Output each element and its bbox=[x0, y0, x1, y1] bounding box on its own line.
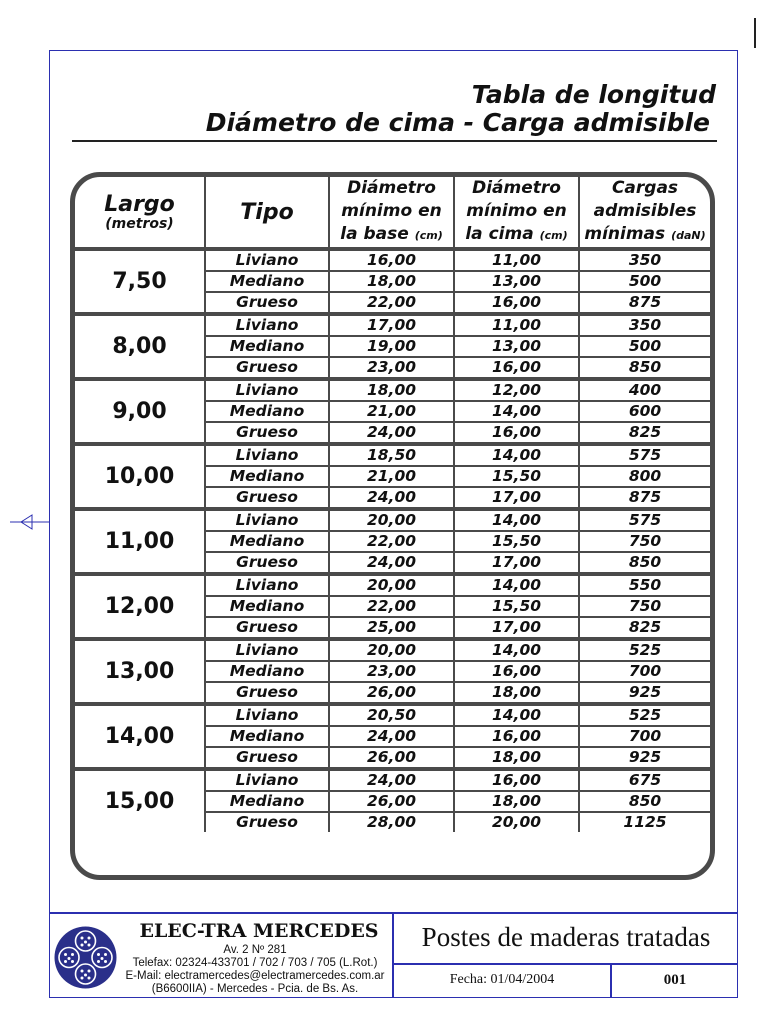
base-diameter-cell: 22,00 bbox=[329, 531, 454, 552]
header-base-line3: la base bbox=[340, 224, 409, 244]
load-cell: 350 bbox=[579, 314, 710, 336]
table-row bbox=[75, 249, 710, 271]
load-cell: 400 bbox=[579, 379, 710, 401]
table-row bbox=[75, 444, 710, 466]
table-header-row bbox=[75, 177, 710, 249]
table-row bbox=[75, 639, 710, 661]
table-row bbox=[75, 769, 710, 791]
tipo-cell: Liviano bbox=[205, 444, 329, 466]
tipo-cell: Mediano bbox=[205, 336, 329, 357]
top-diameter-cell: 14,00 bbox=[454, 444, 579, 466]
header-base-line1: Diámetro bbox=[347, 178, 436, 198]
load-cell: 925 bbox=[579, 747, 710, 769]
tipo-cell: Grueso bbox=[205, 747, 329, 769]
company-phone: Telefax: 02324-433701 / 702 / 703 / 705 (L.Rot.) bbox=[132, 957, 378, 969]
header-carga-unit: (daN) bbox=[671, 229, 706, 242]
base-diameter-cell: 18,50 bbox=[329, 444, 454, 466]
top-diameter-cell: 18,00 bbox=[454, 682, 579, 704]
tipo-cell: Liviano bbox=[205, 379, 329, 401]
tipo-cell: Grueso bbox=[205, 812, 329, 832]
top-diameter-cell: 14,00 bbox=[454, 704, 579, 726]
top-diameter-cell: 15,50 bbox=[454, 466, 579, 487]
top-diameter-cell: 18,00 bbox=[454, 747, 579, 769]
base-diameter-cell: 26,00 bbox=[329, 791, 454, 812]
load-cell: 850 bbox=[579, 357, 710, 379]
load-cell: 875 bbox=[579, 292, 710, 314]
load-cell: 525 bbox=[579, 639, 710, 661]
base-diameter-cell: 22,00 bbox=[329, 596, 454, 617]
load-cell: 825 bbox=[579, 422, 710, 444]
load-cell: 1125 bbox=[579, 812, 710, 832]
tipo-cell: Mediano bbox=[205, 401, 329, 422]
table-row bbox=[75, 379, 710, 401]
base-diameter-cell: 28,00 bbox=[329, 812, 454, 832]
tipo-cell: Grueso bbox=[205, 422, 329, 444]
top-diameter-cell: 14,00 bbox=[454, 509, 579, 531]
largo-cell: 11,00 bbox=[75, 509, 205, 574]
spec-table bbox=[75, 177, 710, 832]
base-diameter-cell: 24,00 bbox=[329, 422, 454, 444]
top-diameter-cell: 17,00 bbox=[454, 487, 579, 509]
tipo-cell: Grueso bbox=[205, 617, 329, 639]
header-carga-line2: admisibles bbox=[593, 201, 697, 221]
load-cell: 700 bbox=[579, 661, 710, 682]
base-diameter-cell: 19,00 bbox=[329, 336, 454, 357]
header-largo bbox=[75, 177, 205, 249]
load-cell: 550 bbox=[579, 574, 710, 596]
cable-cross-section-logo bbox=[53, 925, 118, 990]
load-cell: 750 bbox=[579, 531, 710, 552]
base-diameter-cell: 18,00 bbox=[329, 271, 454, 292]
top-diameter-cell: 16,00 bbox=[454, 357, 579, 379]
load-cell: 350 bbox=[579, 249, 710, 271]
load-cell: 500 bbox=[579, 336, 710, 357]
tipo-cell: Grueso bbox=[205, 552, 329, 574]
header-largo-unit: (metros) bbox=[105, 215, 174, 232]
base-diameter-cell: 24,00 bbox=[329, 726, 454, 747]
tipo-cell: Liviano bbox=[205, 639, 329, 661]
tipo-cell: Liviano bbox=[205, 509, 329, 531]
top-diameter-cell: 16,00 bbox=[454, 769, 579, 791]
tipo-cell: Liviano bbox=[205, 704, 329, 726]
top-diameter-cell: 12,00 bbox=[454, 379, 579, 401]
load-cell: 825 bbox=[579, 617, 710, 639]
header-carga-line3: mínimas bbox=[584, 224, 666, 244]
header-base-line2: mínimo en bbox=[341, 201, 442, 221]
top-diameter-cell: 17,00 bbox=[454, 552, 579, 574]
top-diameter-cell: 20,00 bbox=[454, 812, 579, 832]
top-diameter-cell: 11,00 bbox=[454, 249, 579, 271]
base-diameter-cell: 20,50 bbox=[329, 704, 454, 726]
base-diameter-cell: 23,00 bbox=[329, 661, 454, 682]
tipo-cell: Grueso bbox=[205, 292, 329, 314]
base-diameter-cell: 23,00 bbox=[329, 357, 454, 379]
largo-cell: 15,00 bbox=[75, 769, 205, 832]
base-diameter-cell: 24,00 bbox=[329, 552, 454, 574]
header-cima-line2: mínimo en bbox=[466, 201, 567, 221]
tipo-cell: Mediano bbox=[205, 531, 329, 552]
largo-cell: 7,50 bbox=[75, 249, 205, 314]
largo-cell: 9,00 bbox=[75, 379, 205, 444]
page-subtitle: Diámetro de cima - Carga admisible bbox=[205, 108, 710, 137]
tipo-cell: Grueso bbox=[205, 487, 329, 509]
tipo-cell: Liviano bbox=[205, 314, 329, 336]
tipo-cell: Grueso bbox=[205, 357, 329, 379]
load-cell: 575 bbox=[579, 444, 710, 466]
largo-cell: 8,00 bbox=[75, 314, 205, 379]
top-diameter-cell: 16,00 bbox=[454, 422, 579, 444]
sheet-number: 001 bbox=[663, 972, 687, 988]
load-cell: 525 bbox=[579, 704, 710, 726]
footer-divider-horizontal bbox=[392, 963, 738, 965]
company-address: Av. 2 Nº 281 bbox=[223, 944, 287, 956]
table-body bbox=[75, 249, 710, 832]
top-diameter-cell: 18,00 bbox=[454, 791, 579, 812]
top-diameter-cell: 17,00 bbox=[454, 617, 579, 639]
load-cell: 575 bbox=[579, 509, 710, 531]
base-diameter-cell: 20,00 bbox=[329, 639, 454, 661]
footer-divider bbox=[49, 912, 738, 914]
load-cell: 500 bbox=[579, 271, 710, 292]
base-diameter-cell: 16,00 bbox=[329, 249, 454, 271]
base-diameter-cell: 26,00 bbox=[329, 747, 454, 769]
top-diameter-cell: 16,00 bbox=[454, 292, 579, 314]
base-diameter-cell: 24,00 bbox=[329, 487, 454, 509]
base-diameter-cell: 20,00 bbox=[329, 509, 454, 531]
load-cell: 800 bbox=[579, 466, 710, 487]
tipo-cell: Mediano bbox=[205, 791, 329, 812]
top-diameter-cell: 11,00 bbox=[454, 314, 579, 336]
top-diameter-cell: 13,00 bbox=[454, 271, 579, 292]
tipo-cell: Mediano bbox=[205, 466, 329, 487]
company-city: (B6600IIA) - Mercedes - Pcia. de Bs. As. bbox=[151, 983, 359, 995]
table-row bbox=[75, 509, 710, 531]
top-diameter-cell: 14,00 bbox=[454, 639, 579, 661]
top-diameter-cell: 16,00 bbox=[454, 661, 579, 682]
company-name: ELEC-TRA MERCEDES bbox=[139, 920, 379, 942]
tipo-cell: Grueso bbox=[205, 682, 329, 704]
load-cell: 850 bbox=[579, 552, 710, 574]
date-field: Fecha: 01/04/2004 bbox=[449, 972, 555, 987]
header-carga-line1: Cargas bbox=[611, 178, 679, 198]
top-diameter-cell: 15,50 bbox=[454, 596, 579, 617]
length-table bbox=[70, 172, 715, 880]
load-cell: 675 bbox=[579, 769, 710, 791]
company-email: E-Mail: electramercedes@electramercedes.com.ar bbox=[125, 970, 385, 982]
largo-cell: 10,00 bbox=[75, 444, 205, 509]
tipo-cell: Liviano bbox=[205, 769, 329, 791]
top-diameter-cell: 16,00 bbox=[454, 726, 579, 747]
base-diameter-cell: 17,00 bbox=[329, 314, 454, 336]
base-diameter-cell: 18,00 bbox=[329, 379, 454, 401]
load-cell: 700 bbox=[579, 726, 710, 747]
page-title: Tabla de longitud bbox=[471, 80, 716, 109]
largo-cell: 12,00 bbox=[75, 574, 205, 639]
base-diameter-cell: 22,00 bbox=[329, 292, 454, 314]
top-diameter-cell: 15,50 bbox=[454, 531, 579, 552]
top-diameter-cell: 14,00 bbox=[454, 574, 579, 596]
table-row bbox=[75, 704, 710, 726]
tipo-cell: Liviano bbox=[205, 574, 329, 596]
product-title: Postes de maderas tratadas bbox=[421, 922, 711, 952]
top-diameter-cell: 13,00 bbox=[454, 336, 579, 357]
header-cima-line3: la cima bbox=[465, 224, 534, 244]
header-cima bbox=[454, 177, 579, 249]
load-cell: 750 bbox=[579, 596, 710, 617]
table-row bbox=[75, 314, 710, 336]
header-cima-line1: Diámetro bbox=[472, 178, 561, 198]
tipo-cell: Liviano bbox=[205, 249, 329, 271]
load-cell: 875 bbox=[579, 487, 710, 509]
load-cell: 925 bbox=[579, 682, 710, 704]
largo-cell: 14,00 bbox=[75, 704, 205, 769]
tipo-cell: Mediano bbox=[205, 271, 329, 292]
header-cima-unit: (cm) bbox=[539, 229, 568, 242]
base-diameter-cell: 26,00 bbox=[329, 682, 454, 704]
tipo-cell: Mediano bbox=[205, 661, 329, 682]
base-diameter-cell: 20,00 bbox=[329, 574, 454, 596]
table-row bbox=[75, 574, 710, 596]
load-cell: 600 bbox=[579, 401, 710, 422]
top-diameter-cell: 14,00 bbox=[454, 401, 579, 422]
header-carga bbox=[579, 177, 710, 249]
header-tipo: Tipo bbox=[205, 177, 329, 249]
base-diameter-cell: 25,00 bbox=[329, 617, 454, 639]
top-mark bbox=[754, 18, 756, 48]
tipo-cell: Mediano bbox=[205, 726, 329, 747]
base-diameter-cell: 21,00 bbox=[329, 466, 454, 487]
title-divider bbox=[72, 140, 717, 142]
tipo-cell: Mediano bbox=[205, 596, 329, 617]
header-largo-label: Largo bbox=[104, 191, 175, 217]
largo-cell: 13,00 bbox=[75, 639, 205, 704]
triangle-marker-icon bbox=[10, 512, 50, 532]
base-diameter-cell: 24,00 bbox=[329, 769, 454, 791]
load-cell: 850 bbox=[579, 791, 710, 812]
base-diameter-cell: 21,00 bbox=[329, 401, 454, 422]
header-base-unit: (cm) bbox=[414, 229, 443, 242]
header-base bbox=[329, 177, 454, 249]
